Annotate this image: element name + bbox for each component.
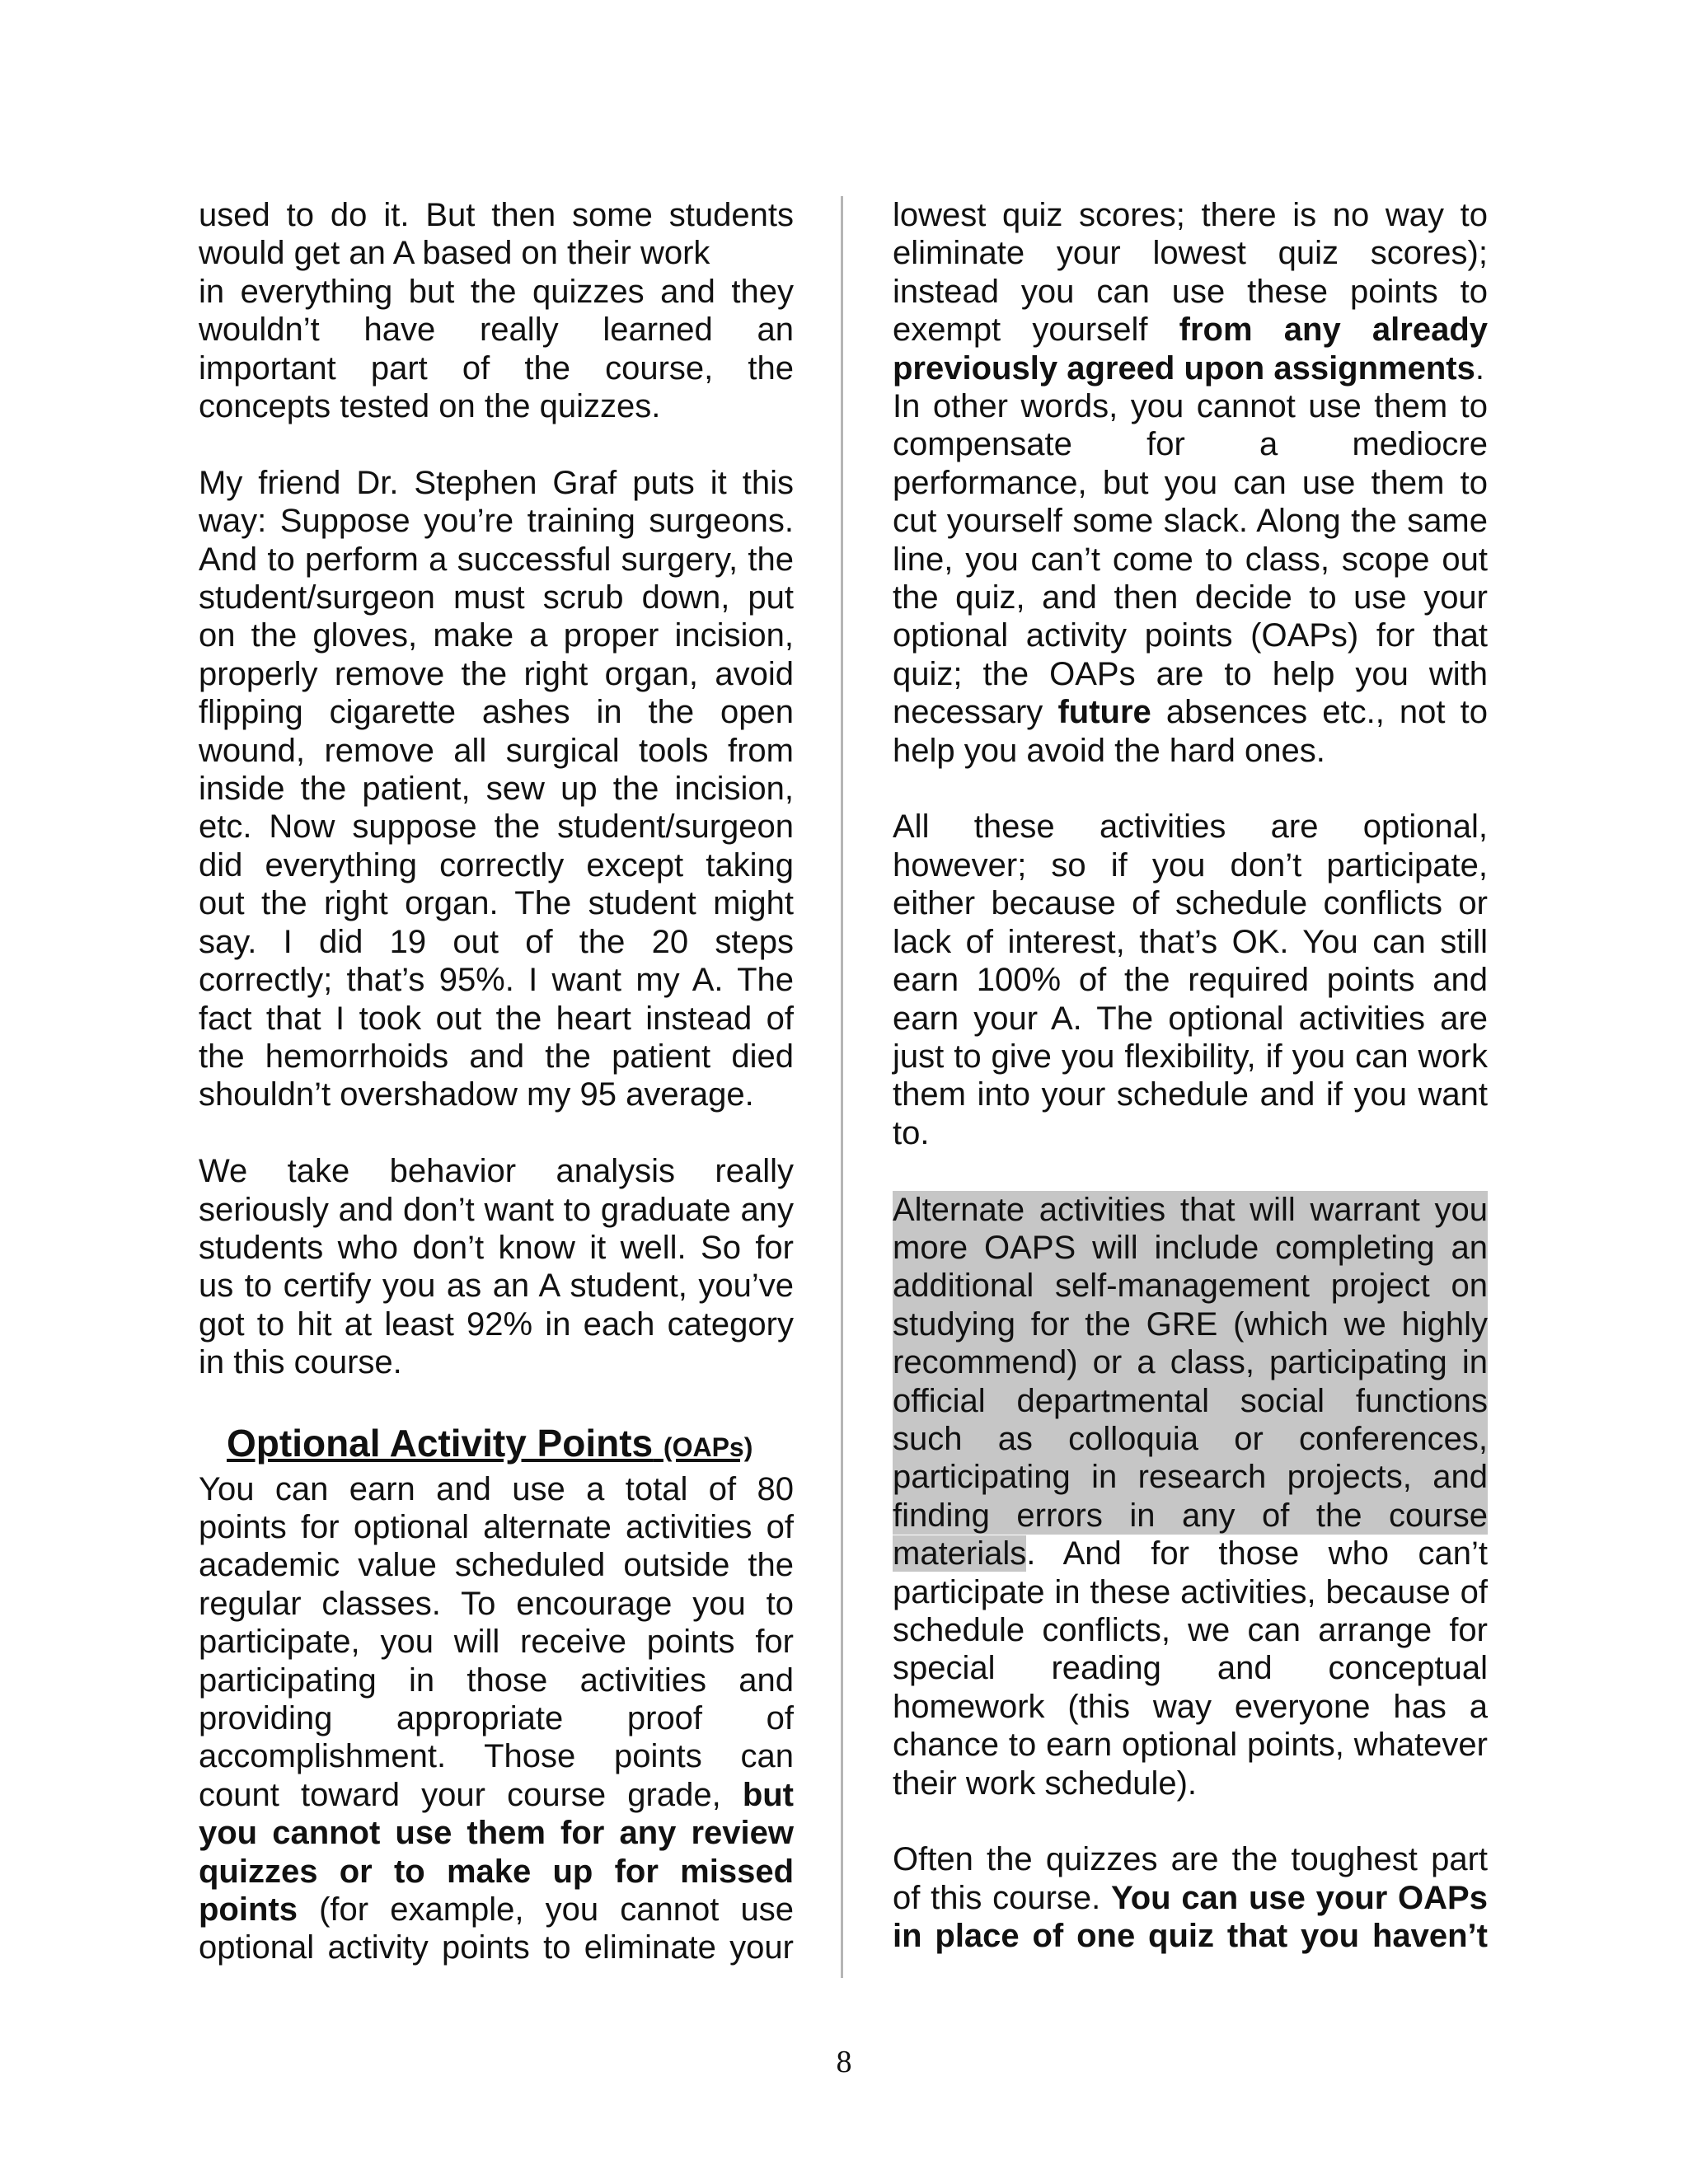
text-line: in this course.	[199, 1344, 402, 1381]
text-line: the hemorrhoids and the patient died	[199, 1038, 794, 1075]
highlighted-text-line: recommend) or a class, participating in	[893, 1344, 1488, 1381]
text-line: got to hit at least 92% in each category	[199, 1305, 794, 1343]
highlighted-text: materials	[893, 1535, 1027, 1572]
highlighted-text-line: studying for the GRE (which we highly	[893, 1305, 1488, 1343]
text-line: the quiz, and then decide to use your	[893, 579, 1488, 616]
highlighted-text-line: such as colloquia or conferences,	[893, 1420, 1488, 1457]
text-line: participating in those activities and	[199, 1661, 794, 1699]
text-line: student/surgeon must scrub down, put	[199, 579, 794, 616]
text-line: wouldn’t have really learned an	[199, 312, 794, 349]
text-line	[893, 1535, 1488, 1572]
text-line: us to certify you as an A student, you’ve	[199, 1268, 794, 1305]
text-line: however; so if you don’t participate,	[893, 846, 1488, 883]
text-line: way: Suppose you’re training surgeons.	[199, 503, 794, 540]
text-line: regular classes. To encourage you to	[199, 1585, 794, 1622]
bold-text: in place of one quiz that you haven’t	[893, 1918, 1488, 1955]
bold-text: from any already	[1179, 312, 1489, 349]
text-line: students who don’t know it well. So for	[199, 1229, 794, 1266]
text-line: their work schedule).	[893, 1765, 1198, 1802]
left-column	[199, 196, 794, 1967]
text-line: optional activity points (OAPs) for that	[893, 617, 1488, 654]
text-line: And to perform a successful surgery, the	[199, 541, 794, 578]
paragraph-behavior-analysis	[199, 1152, 794, 1381]
text-line: instead you can use these points to	[893, 273, 1488, 310]
text-line: special reading and conceptual	[893, 1650, 1488, 1687]
paragraph-activities-optional	[893, 808, 1488, 1152]
text-run: exempt yourself	[893, 312, 1148, 349]
text-line	[893, 1879, 1488, 1917]
text-line: earn your A. The optional activities are	[893, 1000, 1488, 1037]
paragraph-surgeon-analogy	[199, 464, 794, 1114]
text-line: eliminate your lowest quiz scores);	[893, 235, 1488, 272]
text-line: help you avoid the hard ones.	[893, 732, 1325, 769]
text-line: In other words, you cannot use them to	[893, 388, 1488, 425]
text-line: compensate for a mediocre	[893, 426, 1488, 463]
text-line: academic value scheduled outside the	[199, 1547, 794, 1584]
text-line: earn 100% of the required points and	[893, 962, 1488, 999]
text-line: flipping cigarette ashes in the open	[199, 694, 794, 731]
text-line: inside the patient, sew up the incision,	[199, 771, 794, 808]
text-line: seriously and don’t want to graduate any	[199, 1191, 794, 1228]
text-line	[199, 1853, 794, 1891]
text-line: out the right organ. The student might	[199, 885, 794, 922]
text-line: etc. Now suppose the student/surgeon	[199, 808, 794, 846]
text-line: lowest quiz scores; there is no way to	[893, 197, 1488, 233]
text-line	[893, 349, 1488, 387]
paragraph-quiz-replacement	[893, 1840, 1488, 1955]
heading-abbreviation: (OAPs)	[663, 1432, 753, 1462]
text-line: properly remove the right organ, avoid	[199, 655, 794, 692]
text-line: concepts tested on the quizzes.	[199, 388, 661, 425]
bold-text: quizzes or to make up for missed	[199, 1853, 794, 1890]
bold-text: future	[1057, 694, 1151, 731]
text-line: shouldn’t overshadow my 95 average.	[199, 1076, 754, 1113]
text-line: accomplishment. Those points can	[199, 1738, 794, 1775]
text-run: . And for those who can’t	[1026, 1535, 1488, 1572]
highlighted-text-line: official departmental social functions	[893, 1382, 1488, 1419]
paragraph-quizzes-intro	[199, 196, 794, 425]
bold-text: you cannot use them for any review	[199, 1815, 794, 1852]
text-line: My friend Dr. Stephen Graf puts it this	[199, 464, 794, 501]
text-run: necessary	[893, 694, 1043, 731]
text-line: chance to earn optional points, whatever	[893, 1727, 1488, 1764]
bold-text: points	[199, 1891, 298, 1929]
text-line: line, you can’t come to class, scope out	[893, 541, 1488, 578]
bold-text: previously agreed upon assignments	[893, 349, 1475, 387]
text-line: providing appropriate proof of	[199, 1700, 794, 1736]
text-line: participate, you will receive points for	[199, 1624, 794, 1661]
text-line: either because of schedule conflicts or	[893, 885, 1488, 922]
highlighted-text-line: Alternate activities that will warrant you	[893, 1191, 1488, 1228]
highlighted-text-line: finding errors in any of the course	[893, 1497, 1488, 1534]
section-heading-optional-activity-points	[199, 1420, 794, 1470]
text-line	[199, 1776, 794, 1814]
text-line: on the gloves, make a proper incision,	[199, 617, 794, 654]
highlighted-text-line: additional self-management project on	[893, 1268, 1488, 1305]
paragraph-oap-rules	[199, 1470, 794, 1967]
text-line	[893, 311, 1488, 349]
text-line	[199, 1891, 794, 1929]
text-line: points for optional alternate activities of	[199, 1508, 794, 1545]
highlighted-text-line: more OAPS will include completing an	[893, 1229, 1488, 1266]
text-line: them into your schedule and if you want	[893, 1076, 1488, 1113]
text-line: quiz; the OAPs are to help you with	[893, 655, 1488, 692]
text-line: say. I did 19 out of the 20 steps	[199, 923, 794, 960]
bold-text: but	[742, 1776, 794, 1813]
text-line: correctly; that’s 95%. I want my A. The	[199, 962, 794, 999]
text-line: schedule conflicts, we can arrange for	[893, 1612, 1488, 1648]
text-line: lack of interest, that’s OK. You can still	[893, 923, 1488, 960]
text-line: optional activity points to eliminate your	[199, 1929, 794, 1966]
text-run: .	[1475, 349, 1484, 387]
text-line: used to do it. But then some students	[199, 197, 794, 233]
text-line	[893, 1917, 1488, 1955]
text-run: count toward your course grade,	[199, 1776, 721, 1813]
text-line: homework (this way everyone has a	[893, 1688, 1488, 1725]
text-line: important part of the course, the	[199, 349, 794, 387]
text-line: You can earn and use a total of 80	[199, 1470, 794, 1507]
bold-text: You can use your OAPs	[1111, 1879, 1488, 1916]
text-run: absences etc., not to	[1165, 694, 1489, 731]
text-run: of this course.	[893, 1879, 1101, 1916]
page-number: 8	[836, 2045, 852, 2079]
column-divider	[841, 196, 843, 1978]
heading-text: Optional Activity Points	[227, 1421, 654, 1465]
text-line	[893, 693, 1488, 731]
text-line: fact that I took out the heart instead of	[199, 1000, 794, 1037]
text-line: Often the quizzes are the toughest part	[893, 1841, 1488, 1878]
text-line: participate in these activities, because of	[893, 1573, 1488, 1610]
text-line: All these activities are optional,	[893, 808, 1488, 846]
text-line: in everything but the quizzes and they	[199, 273, 794, 310]
text-line	[199, 1814, 794, 1852]
highlighted-text-line: participating in research projects, and	[893, 1459, 1488, 1496]
paragraph-alternate-activities	[893, 1191, 1488, 1803]
text-line: performance, but you can use them to	[893, 464, 1488, 501]
text-line: just to give you flexibility, if you can work	[893, 1038, 1488, 1075]
text-line: would get an A based on their work	[199, 235, 710, 272]
text-line: cut yourself some slack. Along the same	[893, 503, 1488, 540]
text-line: We take behavior analysis really	[199, 1153, 794, 1190]
text-run: (for example, you cannot use	[319, 1891, 794, 1929]
text-line: wound, remove all surgical tools from	[199, 732, 794, 769]
right-column	[893, 196, 1488, 1956]
text-line: did everything correctly except taking	[199, 846, 794, 883]
paragraph-oap-use	[893, 196, 1488, 770]
text-line: to.	[893, 1114, 930, 1151]
